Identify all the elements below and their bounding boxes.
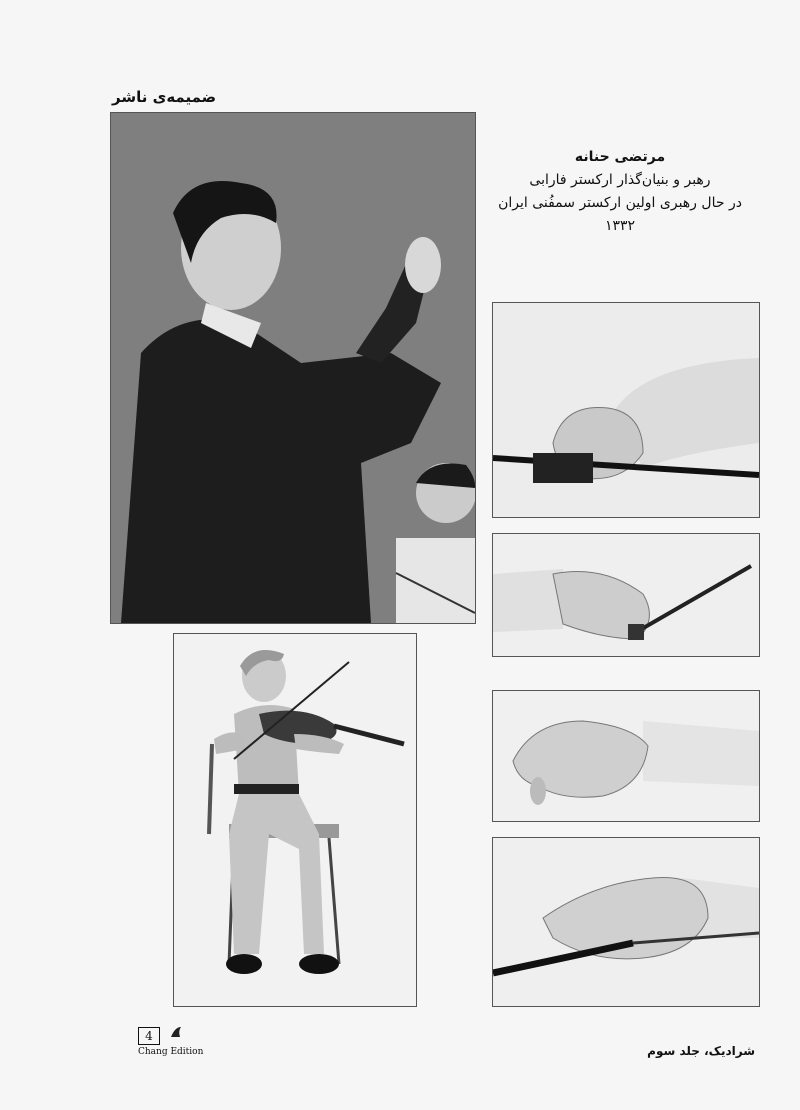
caption-year: ۱۳۳۲ xyxy=(604,218,636,234)
page-number: 4 xyxy=(138,1027,160,1045)
caption-name: مرتضی حنانه xyxy=(574,149,666,165)
publisher-brand: Chang Edition xyxy=(138,1047,204,1057)
violinist-photo xyxy=(173,633,417,1007)
bow-grip-photo-4 xyxy=(492,837,760,1007)
chang-logo-icon xyxy=(169,1025,183,1039)
caption-line-2: در حال رهبری اولین ارکستر سمفُنی ایران xyxy=(498,195,742,211)
page-header-label: ضمیمه‌ی ناشر xyxy=(112,88,217,106)
bow-grip-photo-3 xyxy=(492,690,760,822)
bow-grip-photo-1 xyxy=(492,302,760,518)
footer-publisher xyxy=(138,1025,203,1057)
bow-grip-photo-2 xyxy=(492,533,760,657)
caption-line-1: رهبر و بنیان‌گذار ارکستر فارابی xyxy=(529,172,711,188)
photo-caption xyxy=(485,146,755,238)
conductor-photo xyxy=(110,112,476,624)
book-title: شرادیک، جلد سوم xyxy=(647,1044,755,1058)
